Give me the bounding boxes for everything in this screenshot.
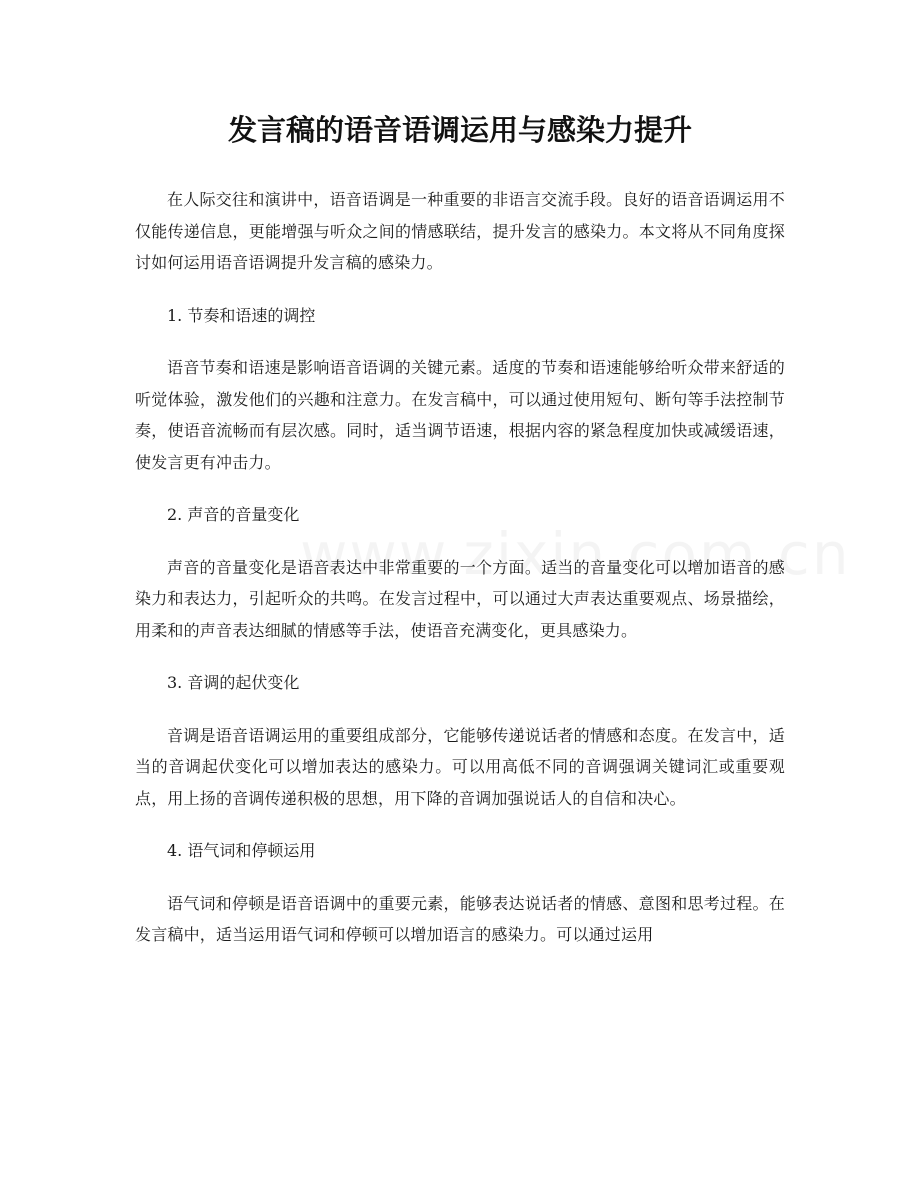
- section-heading-4: 4. 语气词和停顿运用: [167, 841, 316, 860]
- section-heading-1: 1. 节奏和语速的调控: [167, 305, 316, 325]
- document-title: 发言稿的语音语调运用与感染力提升: [227, 113, 692, 147]
- intro-paragraph: 在人际交往和演讲中，语音语调是一种重要的非语言交流手段。良好的语音语调运用不仅能传递信息，更能增强与听众之间的情感联结，提升发言的感染力。本文将从不同角度探讨如何运用语音语调提升发言稿的感染力。: [135, 190, 785, 272]
- section-heading-2: 2. 声音的音量变化: [167, 505, 300, 524]
- section-body-3: 音调是语音语调运用的重要组成部分，它能够传递说话者的情感和态度。在发言中，适当的音调起伏变化可以增加表达的感染力。可以用高低不同的音调强调关键词汇或重要观点，用上扬的音调传递积极的思想，用下降的音调加强说话人的自信和决心。: [135, 725, 785, 808]
- section-heading-3: 3. 音调的起伏变化: [167, 673, 300, 692]
- section-body-4: 语气词和停顿是语音语调中的重要元素，能够表达说话者的情感、意图和思考过程。在发言稿中，适当运用语气词和停顿可以增加语言的感染力。可以通过运用: [135, 893, 785, 944]
- document-body: [135, 184, 785, 951]
- section-body-1: 语音节奏和语速是影响语音语调的关键元素。适度的节奏和语速能够给听众带来舒适的听觉体验，激发他们的兴趣和注意力。在发言稿中，可以通过使用短句、断句等手法控制节奏，使语音流畅而有层次感。同时，适当调节语速，根据内容的紧急程度加快或减缓语速，使发言更有冲击力。: [135, 358, 785, 472]
- section-body-2: 声音的音量变化是语音表达中非常重要的一个方面。适当的音量变化可以增加语音的感染力和表达力，引起听众的共鸣。在发言过程中，可以通过大声表达重要观点、场景描绘，用柔和的声音表达细腻的情感等手法，使语音充满变化，更具感染力。: [135, 557, 785, 640]
